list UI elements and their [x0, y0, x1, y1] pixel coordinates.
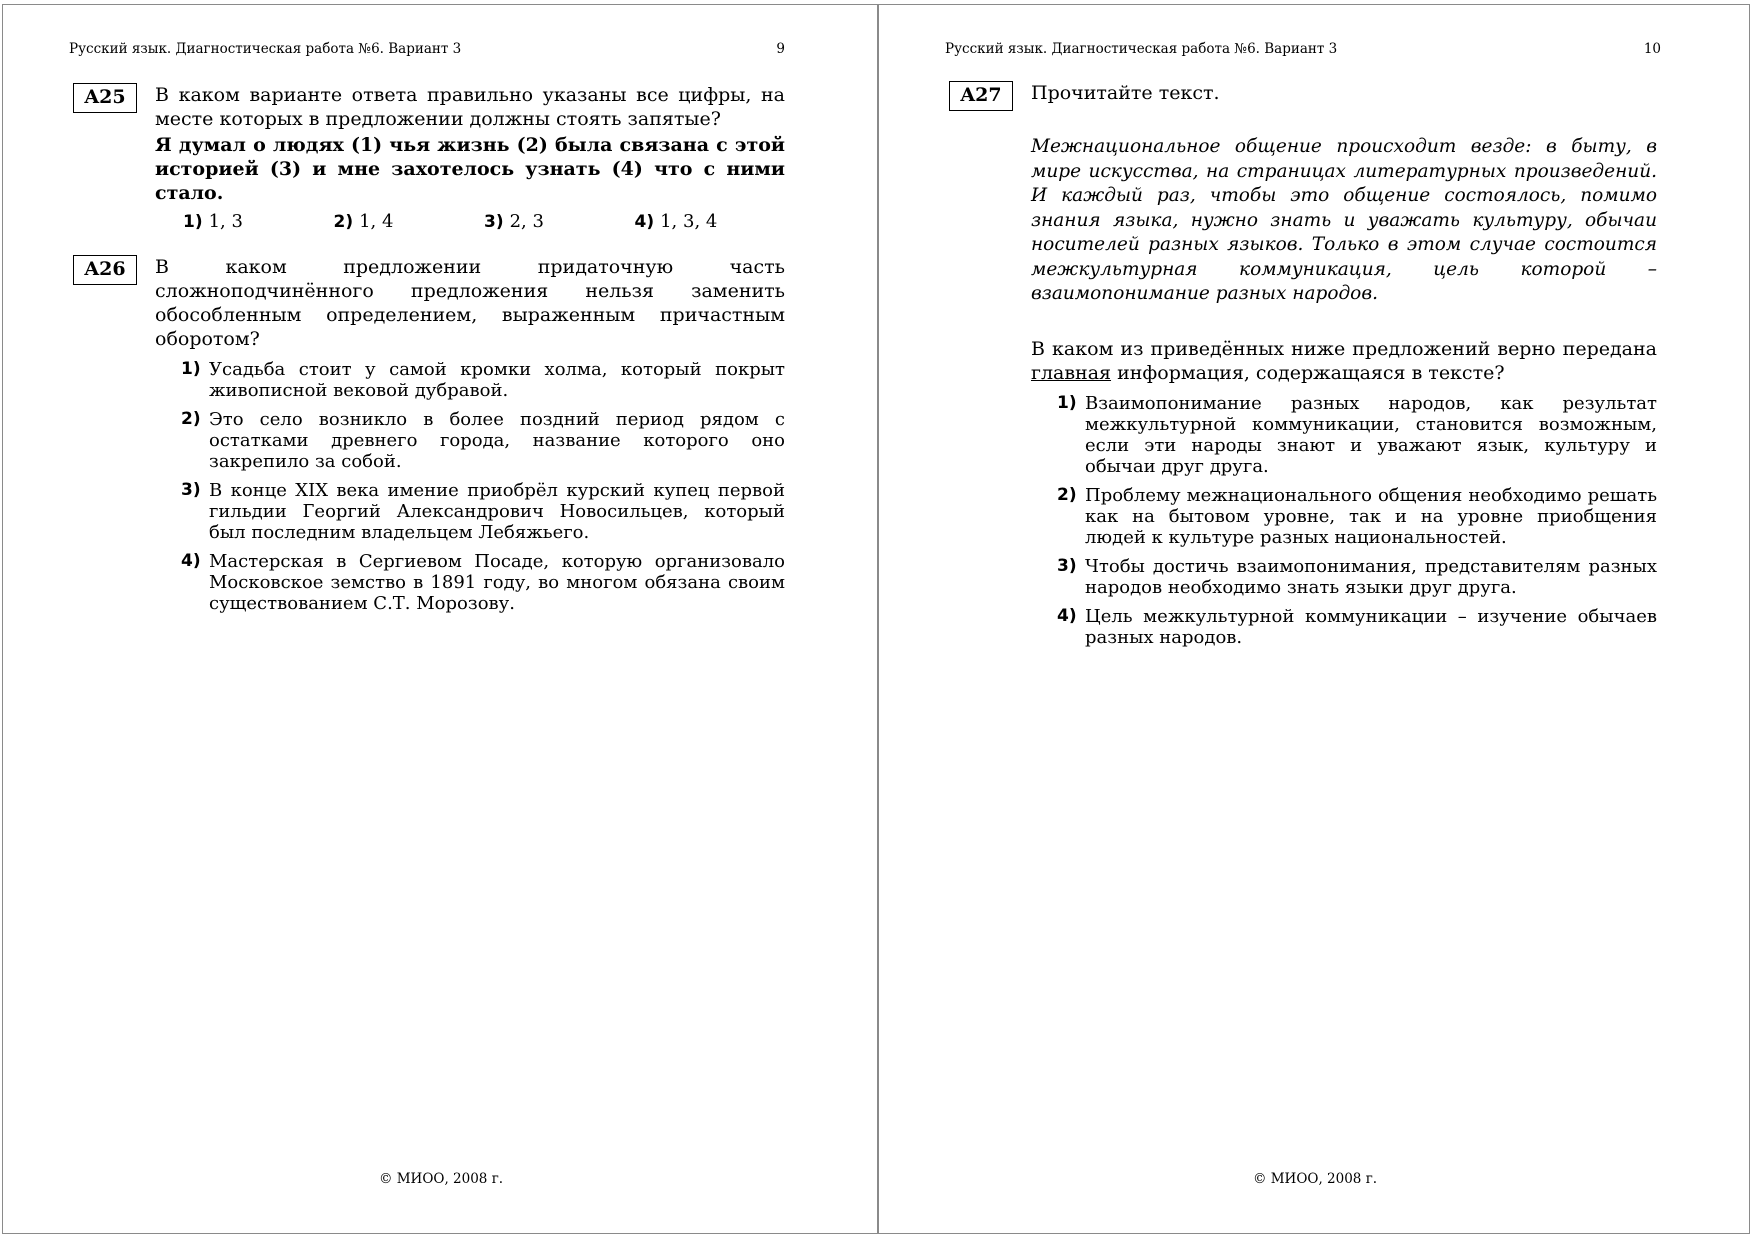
answer-option[interactable]: 2) 1, 4	[333, 211, 394, 232]
answer-options	[1031, 393, 1657, 648]
page-number: 9	[776, 41, 785, 57]
answer-option[interactable]: 1) Взаимопонимание разных народов, как результат межкультурной коммуникации, становится возможным, если эти народы знают и уважают язык, культуру и обычаи друг друга.	[1057, 392, 1657, 477]
task-intro: Прочитайте текст.	[1031, 82, 1220, 104]
reading-passage: Межнациональное общение происходит везде: в быту, в мире искусства, на страницах литературных произведений. И каждый раз, чтобы это общение состоялось, помимо знания языка, нужно знать и уважать культуру, обычаи носителей разных языков. Только в этом случае состоится межкультурная коммуникация, цель которой – взаимопонимание разных народов.	[1031, 136, 1657, 304]
task-sentence: Я думал о людях (1) чья жизнь (2) была связана с этой историей (3) и мне захотелось узнать (4) что с ними стало.	[155, 134, 785, 204]
answer-option[interactable]: 3) 2, 3	[484, 211, 544, 232]
page-left	[2, 4, 878, 1234]
page-header	[69, 41, 785, 57]
page-number: 10	[1643, 41, 1661, 57]
answer-option[interactable]: 1) 1, 3	[183, 211, 243, 232]
emphasized-word: главная	[1031, 361, 1112, 384]
task-a26	[73, 255, 785, 622]
page-footer: © МИОО, 2008 г.	[378, 1171, 504, 1187]
answer-option[interactable]: 1) Усадьба стоит у самой кромки холма, который покрыт живописной вековой дубравой.	[181, 359, 785, 401]
task-tag: A25	[73, 83, 137, 113]
task-question: В каком варианте ответа правильно указаны все цифры, на месте которых в предложении должны стоять запятые?	[155, 84, 785, 130]
task-tag: A27	[949, 81, 1013, 111]
answer-option[interactable]: 2) Проблему межнационального общения необходимо решать как на бытовом уровне, так и на уровне приобщения людей к культуре разных национальностей.	[1057, 484, 1657, 548]
task-question: В каком из приведённых ниже предложений верно передана главная информация, содержащаяся в тексте?	[1031, 337, 1657, 384]
header-title: Русский язык. Диагностическая работа №6. Вариант 3	[69, 41, 462, 57]
task-question: В каком предложении придаточную часть сложноподчинённого предложения нельзя заменить обособленным определением, выраженным причастным оборотом?	[155, 256, 785, 350]
answer-option[interactable]: 2) Это село возникло в более поздний период рядом с остатками древнего города, название которого оно закрепило за собой.	[181, 409, 785, 472]
answer-option[interactable]: 3) В конце XIX века имение приобрёл курский купец первой гильдии Георгий Александрович Новосильцев, который был последним владельцем Лебяжьего.	[181, 480, 785, 543]
answer-option[interactable]: 3) Чтобы достичь взаимопонимания, представителям разных народов необходимо знать языки друг друга.	[1057, 555, 1657, 598]
task-a25	[73, 83, 785, 232]
answer-options	[155, 359, 785, 614]
task-tag: A26	[73, 255, 137, 285]
header-title: Русский язык. Диагностическая работа №6. Вариант 3	[945, 41, 1338, 57]
page-header	[945, 41, 1661, 57]
task-a27	[949, 81, 1657, 656]
page-footer: © МИОО, 2008 г.	[1252, 1171, 1378, 1187]
answer-option[interactable]: 4) 1, 3, 4	[634, 211, 718, 232]
answer-option[interactable]: 4) Цель межкультурной коммуникации – изучение обычаев разных народов.	[1057, 605, 1657, 648]
page-right	[878, 4, 1750, 1234]
answer-option[interactable]: 4) Мастерская в Сергиевом Посаде, которую организовало Московское земство в 1891 году, во многом обязана своим существованием С.Т. Морозову.	[181, 551, 785, 614]
answer-options	[183, 211, 785, 232]
